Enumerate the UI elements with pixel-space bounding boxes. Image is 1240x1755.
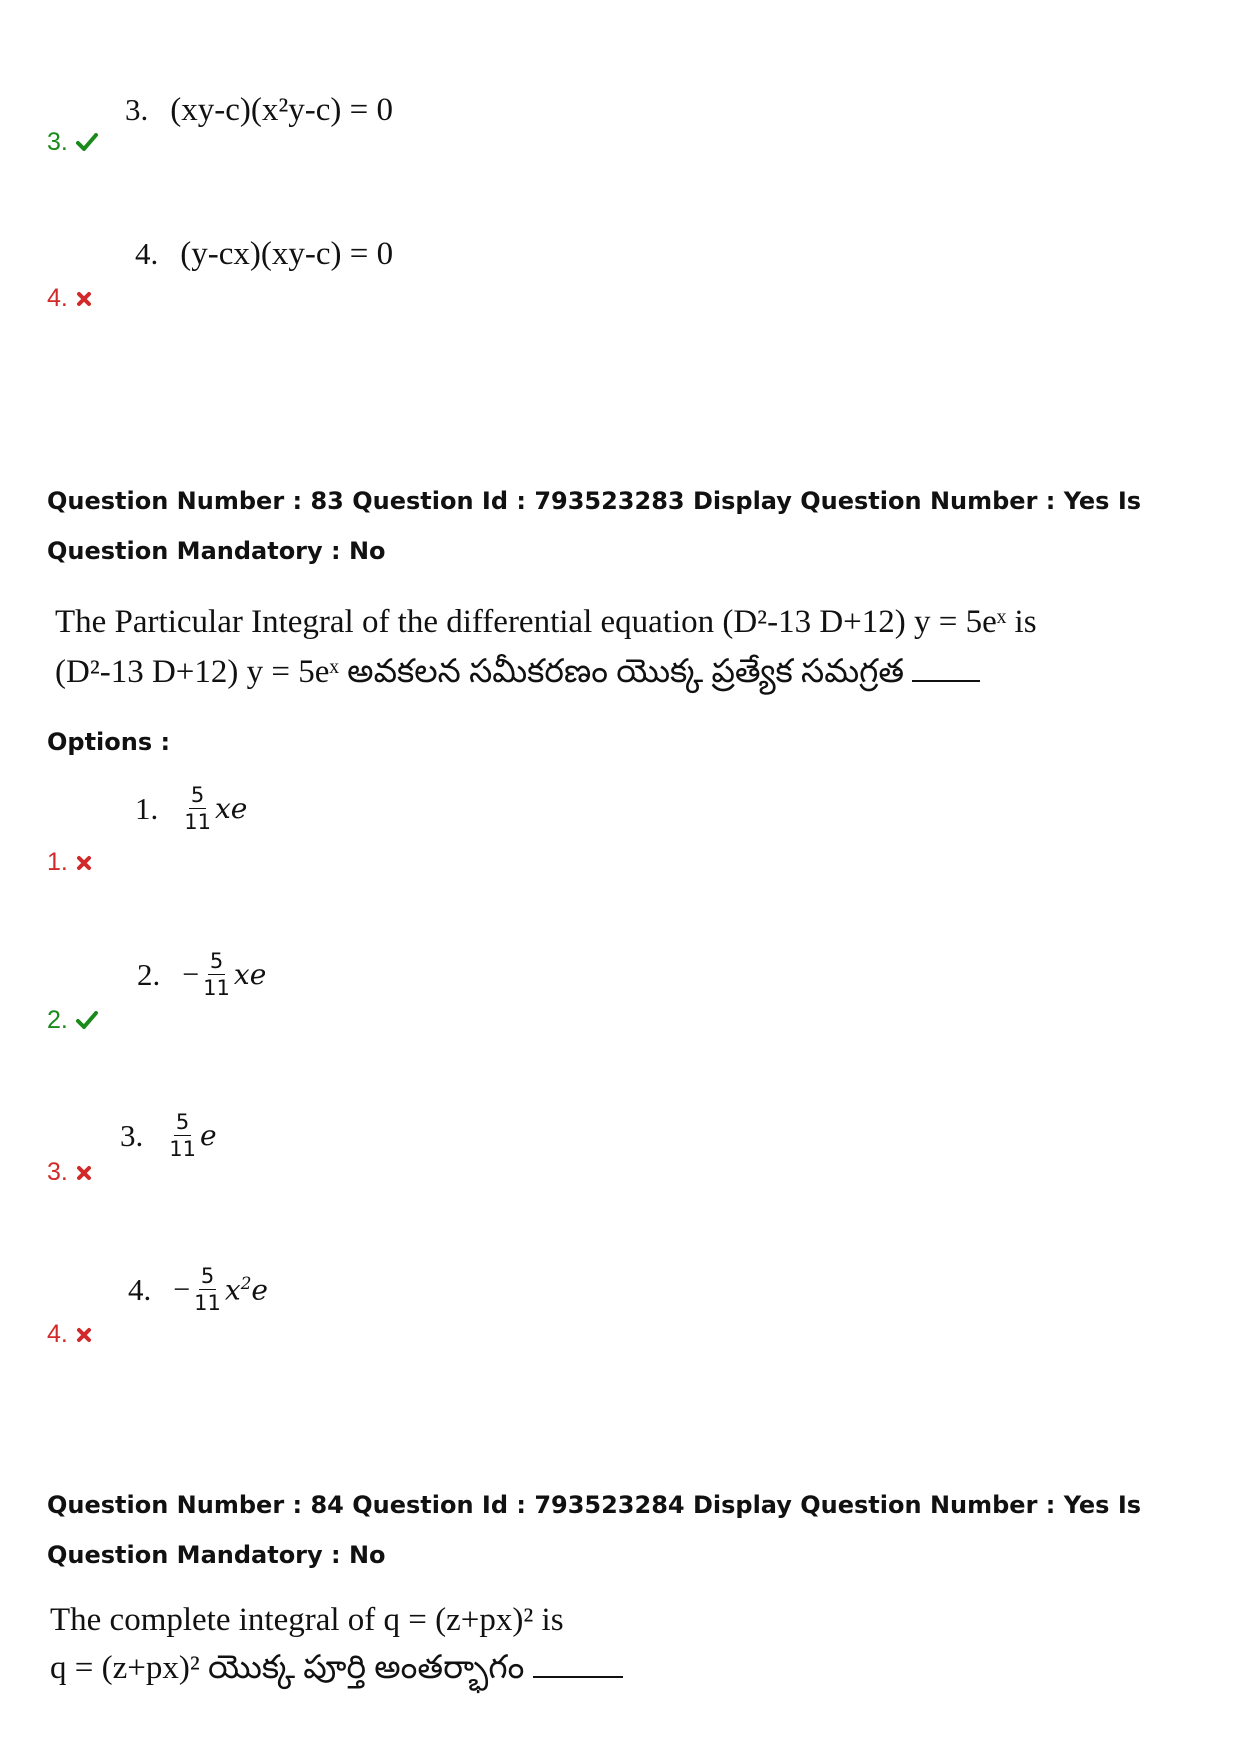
question-84-text-telugu: q = (z+px)² యొక్క పూర్తి అంతర్భాగం	[50, 1644, 623, 1692]
fraction: $\frac{5}{11}$	[203, 949, 230, 1000]
question-83-header: Question Number : 83 Question Id : 793523283 Display Question Number : Yes Is Question Mandatory : No	[47, 487, 1142, 565]
cross-icon	[76, 1159, 92, 1188]
question-83-text-telugu: (D²-13 D+12) y = 5eˣ అవకలన సమీకరణం యొక్క ప్రత్యేక సమగ్రత	[55, 648, 980, 696]
option-label: 4.	[47, 284, 68, 312]
q83-option-1-status: 1.	[47, 848, 92, 878]
fraction: $\frac{5}{11}$	[169, 1110, 196, 1161]
q83-option-2-status: 2.	[47, 1006, 98, 1036]
q83-option-3-status: 3.	[47, 1158, 92, 1188]
question-83-text-english: The Particular Integral of the differential equation (D²-13 D+12) y = 5eˣ is	[55, 604, 1037, 640]
q83-option-4-content: 4. − $\frac{5}{11}$ $x^2e$	[128, 1264, 268, 1315]
option-3-content: 3. (xy-c)(x²y-c) = 0	[125, 92, 393, 128]
check-icon	[76, 1007, 98, 1036]
question-84-text-english: The complete integral of q = (z+px)² is	[50, 1602, 564, 1638]
option-4-content: 4. (y-cx)(xy-c) = 0	[135, 236, 394, 272]
cross-icon	[76, 849, 92, 878]
q83-option-4-status: 4.	[47, 1320, 92, 1350]
option-label: 3.	[47, 128, 68, 156]
option-3-status	[47, 128, 98, 158]
answer-blank	[533, 1650, 623, 1678]
answer-blank	[912, 654, 980, 682]
q83-option-1-content: 1. $\frac{5}{11}$ xe	[135, 783, 248, 834]
fraction: $\frac{5}{11}$	[184, 783, 211, 834]
cross-icon	[76, 1321, 92, 1350]
q83-option-2-content: 2. − $\frac{5}{11}$ xe	[137, 949, 267, 1000]
q83-option-3-content: 3. $\frac{5}{11}$ e	[120, 1110, 217, 1161]
cross-icon	[76, 285, 92, 314]
options-heading: Options :	[47, 728, 171, 756]
check-icon	[76, 129, 98, 158]
fraction: $\frac{5}{11}$	[194, 1264, 221, 1315]
option-4-status	[47, 284, 92, 314]
question-84-header: Question Number : 84 Question Id : 793523284 Display Question Number : Yes Is Question Mandatory : No	[47, 1491, 1142, 1569]
